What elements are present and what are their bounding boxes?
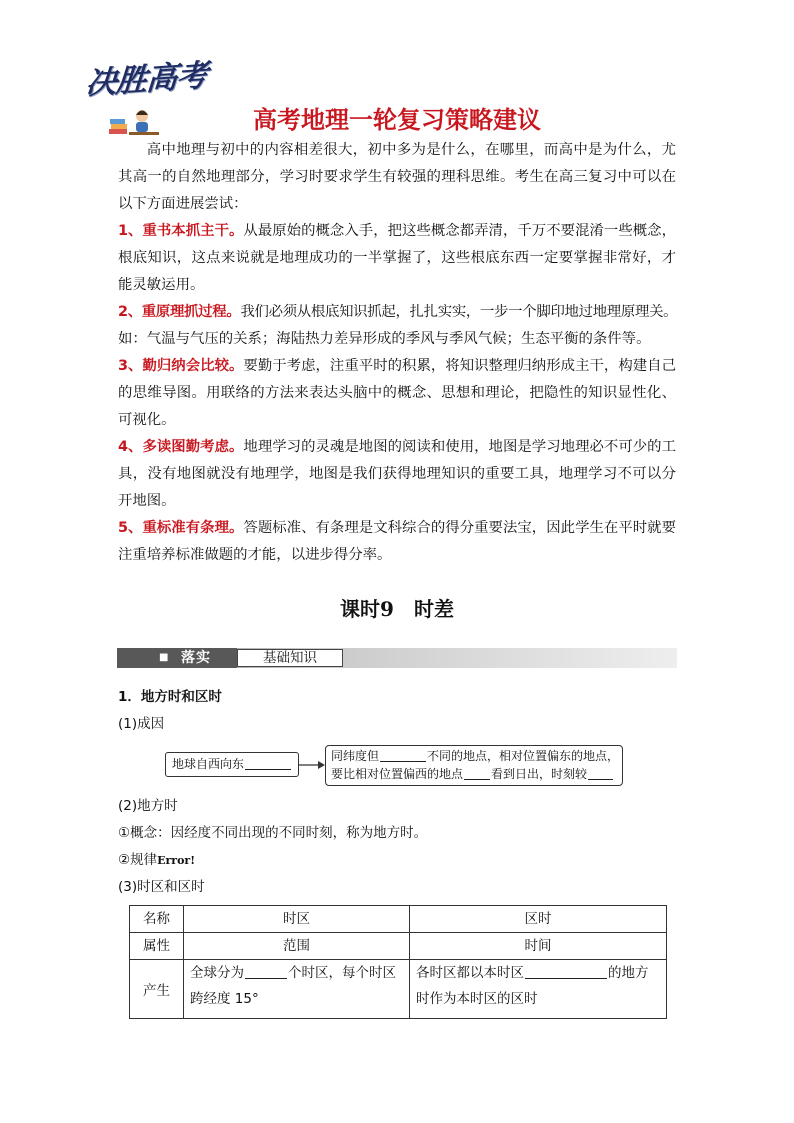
table-row [130,960,667,1019]
blank [588,768,613,780]
cell-text: 个时区，每个时区 [288,965,396,981]
item-text: 要勤于考虑，注重平时的积累，将知识整理归纳形成主干，构建自己 [243,357,676,374]
table-cell: 时间 [410,933,667,960]
item-text: 从最原始的概念入手，把这些概念都弄清，千万不要混淆一些概念， [243,222,676,239]
blank [380,750,426,762]
strategy-item-3 [118,353,676,434]
cell-text: 跨经度 15° [190,991,259,1007]
item-text: 根底知识，这点来说就是地理成功的一半掌握了，这些根底东西一定要掌握非常好，才 [118,249,676,266]
item-text: 地理学习的灵魂是地图的阅读和使用，地图是学习地理必不可少的工 [243,438,676,455]
arrow-right-icon [298,757,325,773]
rule-error: Error! [157,854,196,867]
item-text: 答题标准、有条理是文科综合的得分重要法宝，因此学生在平时就要 [243,519,676,536]
table-header-row [130,906,667,933]
item-text: 具，没有地图就没有地理学，地图是我们获得地理知识的重要工具，地理学习不可以分 [118,465,676,482]
square-icon: ■ [159,652,169,663]
item-heading: 5、重标准有条理。 [118,519,244,536]
section-heading: 1．地方时和区时 [118,689,222,705]
banner-tag [117,648,237,668]
table-header-cell: 名称 [130,906,184,933]
intro-line: 以下方面进展尝试： [118,195,248,212]
diagram-box-right [325,745,623,786]
zone-label: (3)时区和区时 [118,879,205,895]
strategy-item-5 [118,515,676,569]
blank [245,967,287,979]
concept-text: ①概念：因经度不同出现的不同时刻，称为地方时。 [118,825,428,841]
item-line [118,299,676,326]
strategy-item-2 [118,299,676,353]
rule-line [118,851,195,870]
table-cell: 属性 [130,933,184,960]
item-text: 可视化。 [118,411,176,428]
table-header-cell: 时区 [184,906,410,933]
table-cell [184,960,410,1019]
intro-line: 其高一的自然地理部分，学习时要求学生有较强的理科思维。考生在高三复习中可以在 [118,168,676,185]
diagram-right-line [331,765,622,783]
diagram-box-left [165,752,299,777]
diagram-right-line [331,747,622,765]
section-banner [117,648,677,668]
item-line [118,434,676,461]
cell-text: 时作为本时区的区时 [416,991,538,1007]
cell-text: 的地方 [608,965,649,981]
item-text: 我们必须从根底知识抓起，扎扎实实，一步一个脚印地过地理原理关。 [240,303,678,320]
item-text: 开地图。 [118,492,176,509]
rule-label: ②规律 [118,852,158,868]
table-cell: 范围 [184,933,410,960]
blank [464,768,490,780]
item-text: 注重培养标准做题的才能，以进步得分率。 [118,546,392,563]
diagram-text: 同纬度但 [331,749,380,763]
item-heading: 3、勤归纳会比较。 [118,357,244,374]
local-time-label: (2)地方时 [118,798,178,814]
diagram-text: 要比相对位置偏西的地点 [331,767,464,781]
item-heading: 2、重原理抓过程。 [118,303,241,320]
diagram-left-text: 地球自西向东 [172,757,245,771]
banner-section-label: 基础知识 [237,649,343,667]
lesson-title: 课时9 时差 [340,597,454,621]
blank [525,967,607,979]
table-row [130,933,667,960]
cell-text: 全球分为 [190,965,244,981]
cause-label: (1)成因 [118,716,165,732]
blank [245,758,291,770]
table-cell [410,960,667,1019]
intro-paragraph [118,137,676,218]
diagram-text: 不同的地点，相对位置偏东的地点， [427,749,620,763]
strategy-title: 高考地理一轮复习策略建议 [253,106,541,134]
table-cell: 产生 [130,960,184,1019]
item-text: 能灵敏运用。 [118,276,205,293]
item-text: 的思维导图。用联络的方法来表达头脑中的概念、思想和理论，把隐性的知识显性化、 [118,384,676,401]
table-header-cell: 区时 [410,906,667,933]
banner-tag-label: 落实 [181,650,211,666]
item-line [118,515,676,542]
item-text: 如：气温与气压的关系；海陆热力差异形成的季风与季风气候；生态平衡的条件等。 [118,330,651,347]
strategy-body [118,137,676,569]
strategy-item-4 [118,434,676,515]
item-line [118,218,676,245]
time-zone-table [129,905,667,1019]
diagram-text: 看到日出，时刻较 [491,767,588,781]
item-heading: 4、多读图勤考虑。 [118,438,244,455]
logo-text: 决胜高考 [84,57,208,102]
item-line [118,353,676,380]
intro-line: 高中地理与初中的内容相差很大，初中多为是什么，在哪里，而高中是为什么，尤 [146,141,676,158]
item-heading: 1、重书本抓主干。 [118,222,244,239]
cell-text: 各时区都以本时区 [416,965,524,981]
strategy-item-1 [118,218,676,299]
